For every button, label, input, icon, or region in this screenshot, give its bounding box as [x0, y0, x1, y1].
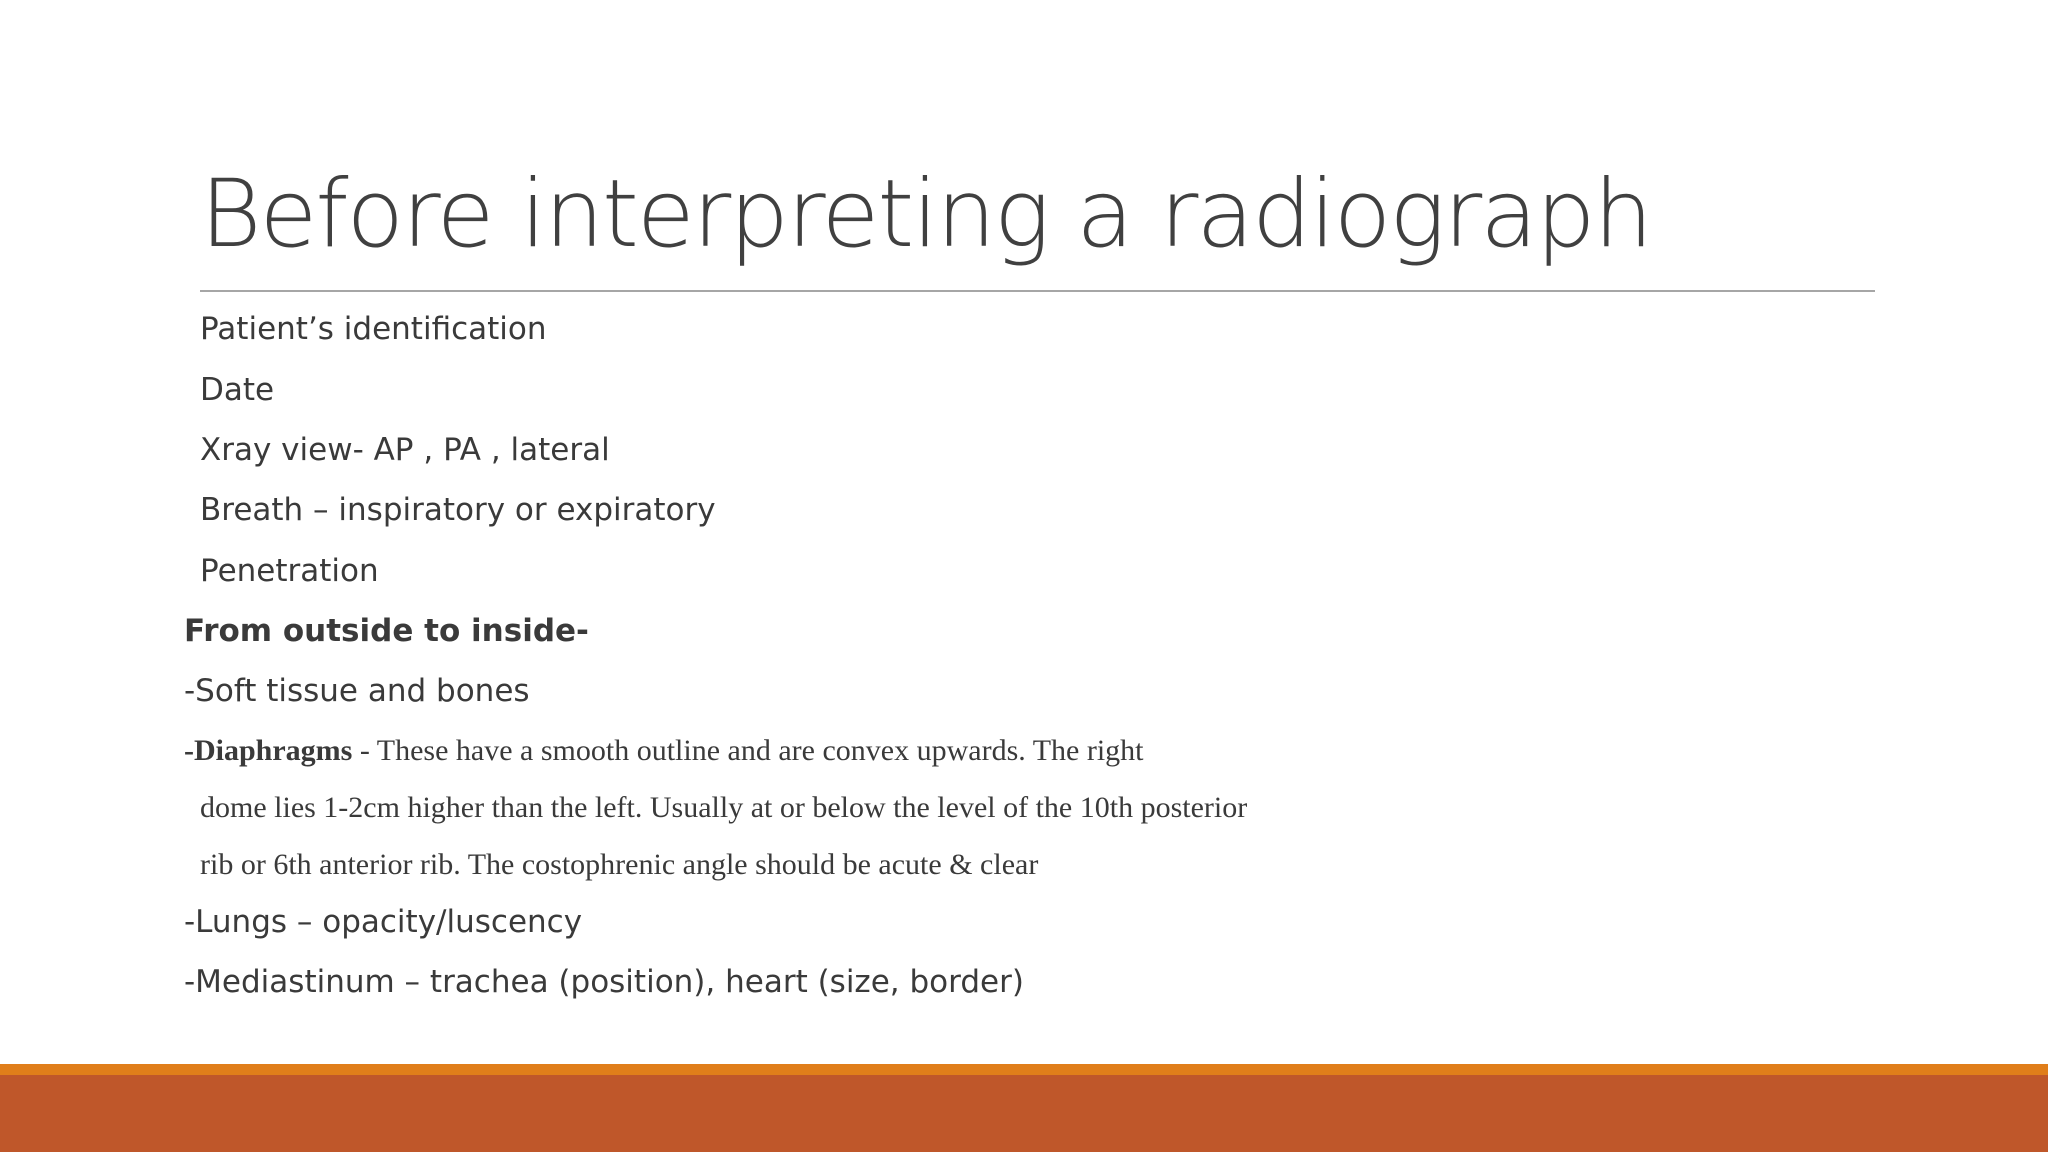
item-lungs: -Lungs – opacity/luscency [184, 904, 583, 940]
item-mediastinum: -Mediastinum – trachea (position), heart (size, border) [184, 964, 1024, 1000]
item-breath: Breath – inspiratory or expiratory [200, 492, 716, 528]
diaphragms-line-3: rib or 6th anterior rib. The costophrenic angle should be acute & clear [200, 848, 1039, 881]
item-date: Date [200, 372, 275, 408]
footer-bar [0, 1075, 2048, 1152]
title-divider [200, 290, 1875, 292]
item-soft-tissue: -Soft tissue and bones [184, 673, 530, 709]
diaphragms-line-2: dome lies 1-2cm higher than the left. Usually at or below the level of the 10th posterior [200, 791, 1248, 824]
slide-title: Before interpreting a radiograph [200, 160, 1652, 269]
diaphragms-line-1: - These have a smooth outline and are convex upwards. The right [352, 734, 1144, 767]
item-xray-view: Xray view- AP , PA , lateral [200, 432, 610, 468]
diaphragms-label: -Diaphragms [184, 734, 353, 767]
item-diaphragms [184, 736, 1144, 766]
item-patient-identification: Patient’s identification [200, 311, 547, 347]
footer-accent-bar [0, 1064, 2048, 1075]
section-heading: From outside to inside- [184, 613, 589, 649]
item-penetration: Penetration [200, 553, 379, 589]
